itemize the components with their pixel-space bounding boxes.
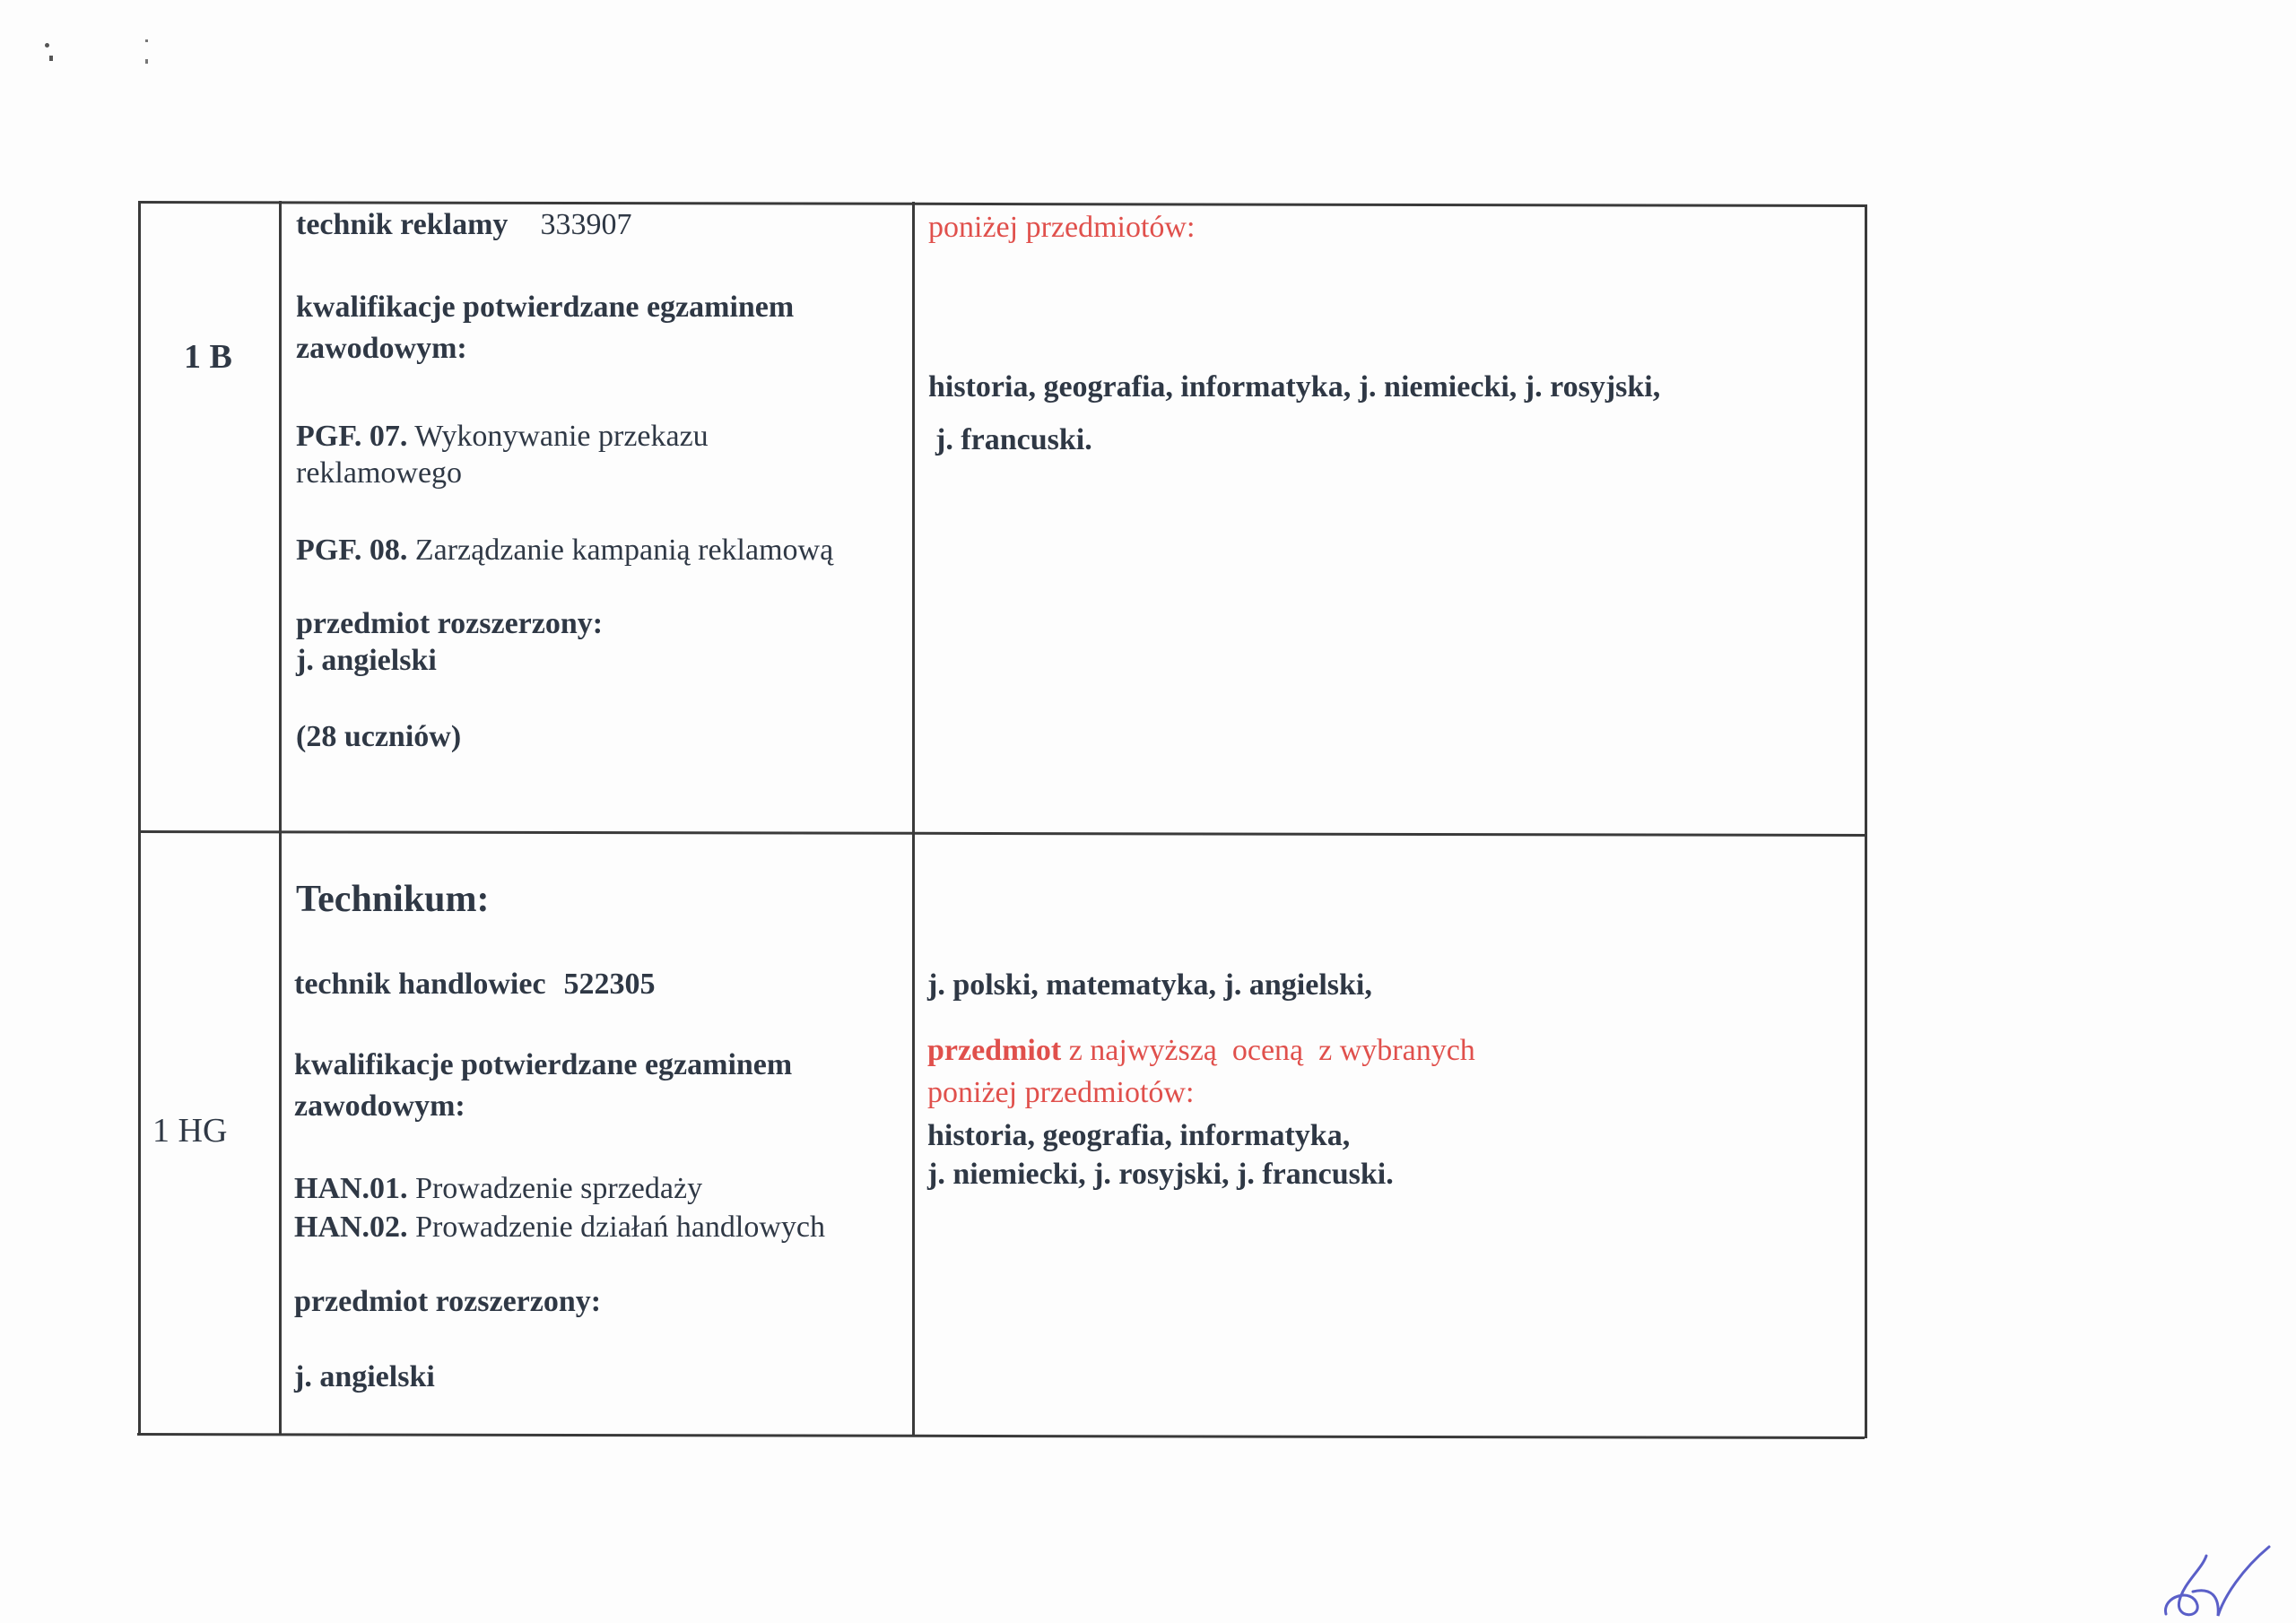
subjects-red-text: poniżej przedmiotów: [928,211,1196,244]
qualification-heading: kwalifikacje potwierdzane egzaminem [294,1048,793,1081]
subjects-red-text [927,1033,1475,1069]
table-border-bottom [137,1433,1865,1439]
scan-mark [145,59,148,64]
profile-code: 333907 [540,208,632,241]
school-type-heading: Technikum: [296,879,490,920]
qualification-1-cont: reklamowego [296,456,463,490]
qualification-name: Prowadzenie sprzedaży [415,1172,703,1205]
table-col-divider-2 [912,202,915,1436]
extended-heading: przedmiot rozszerzony: [294,1285,602,1318]
subjects-red-bold: przedmiot [927,1034,1062,1067]
qualification-name: Wykonywanie przekazu [414,420,709,453]
class-label: 1 B [184,338,232,376]
qualification-heading-cont: zawodowym: [296,332,467,365]
profile-title [294,967,656,1002]
table-row-divider [138,830,1866,837]
qualification-code: HAN.01. [294,1172,408,1205]
extended-subject: j. angielski [296,644,437,677]
qualification-code: PGF. 07. [296,420,408,453]
table-border-right [1865,205,1867,1438]
subjects-red-text: poniżej przedmiotów: [927,1076,1195,1109]
extended-subject: j. angielski [294,1360,435,1393]
class-label: 1 HG [152,1112,228,1150]
qualification-name: Zarządzanie kampanią reklamową [414,534,834,567]
subjects-line: j. polski, matematyka, j. angielski, [927,968,1372,1002]
profile-name: technik reklamy [296,208,509,241]
qualification-code: HAN.02. [294,1211,408,1244]
subjects-line: j. niemiecki, j. rosyjski, j. francuski. [927,1158,1394,1191]
subjects-line: historia, geografia, informatyka, [927,1119,1351,1152]
qualification-code: PGF. 08. [296,534,408,567]
subjects-red-rest: z najwyższą oceną z wybranych [1068,1034,1475,1067]
subjects-line: j. francuski. [935,423,1092,456]
signature [2157,1542,2274,1623]
qualification-2 [294,1210,825,1245]
qualification-heading: kwalifikacje potwierdzane egzaminem [296,291,795,324]
scan-mark [49,56,53,61]
qualification-1 [296,419,709,455]
table-col-divider-1 [279,201,282,1436]
qualification-heading-cont: zawodowym: [294,1089,465,1123]
extended-heading: przedmiot rozszerzony: [296,607,604,640]
qualification-name: Prowadzenie działań handlowych [415,1211,826,1244]
qualification-2 [296,533,833,568]
table-border-top [138,201,1867,207]
qualification-1 [294,1171,702,1207]
table-border-left [138,201,141,1436]
profile-code: 522305 [563,968,656,1001]
scan-mark [45,43,49,48]
profile-name: technik handlowiec [294,968,546,1001]
subjects-line: historia, geografia, informatyka, j. niemiecki, j. rosyjski, [928,370,1661,404]
scan-mark [145,39,148,42]
profile-title [296,207,631,243]
student-count: (28 uczniów) [296,720,462,753]
